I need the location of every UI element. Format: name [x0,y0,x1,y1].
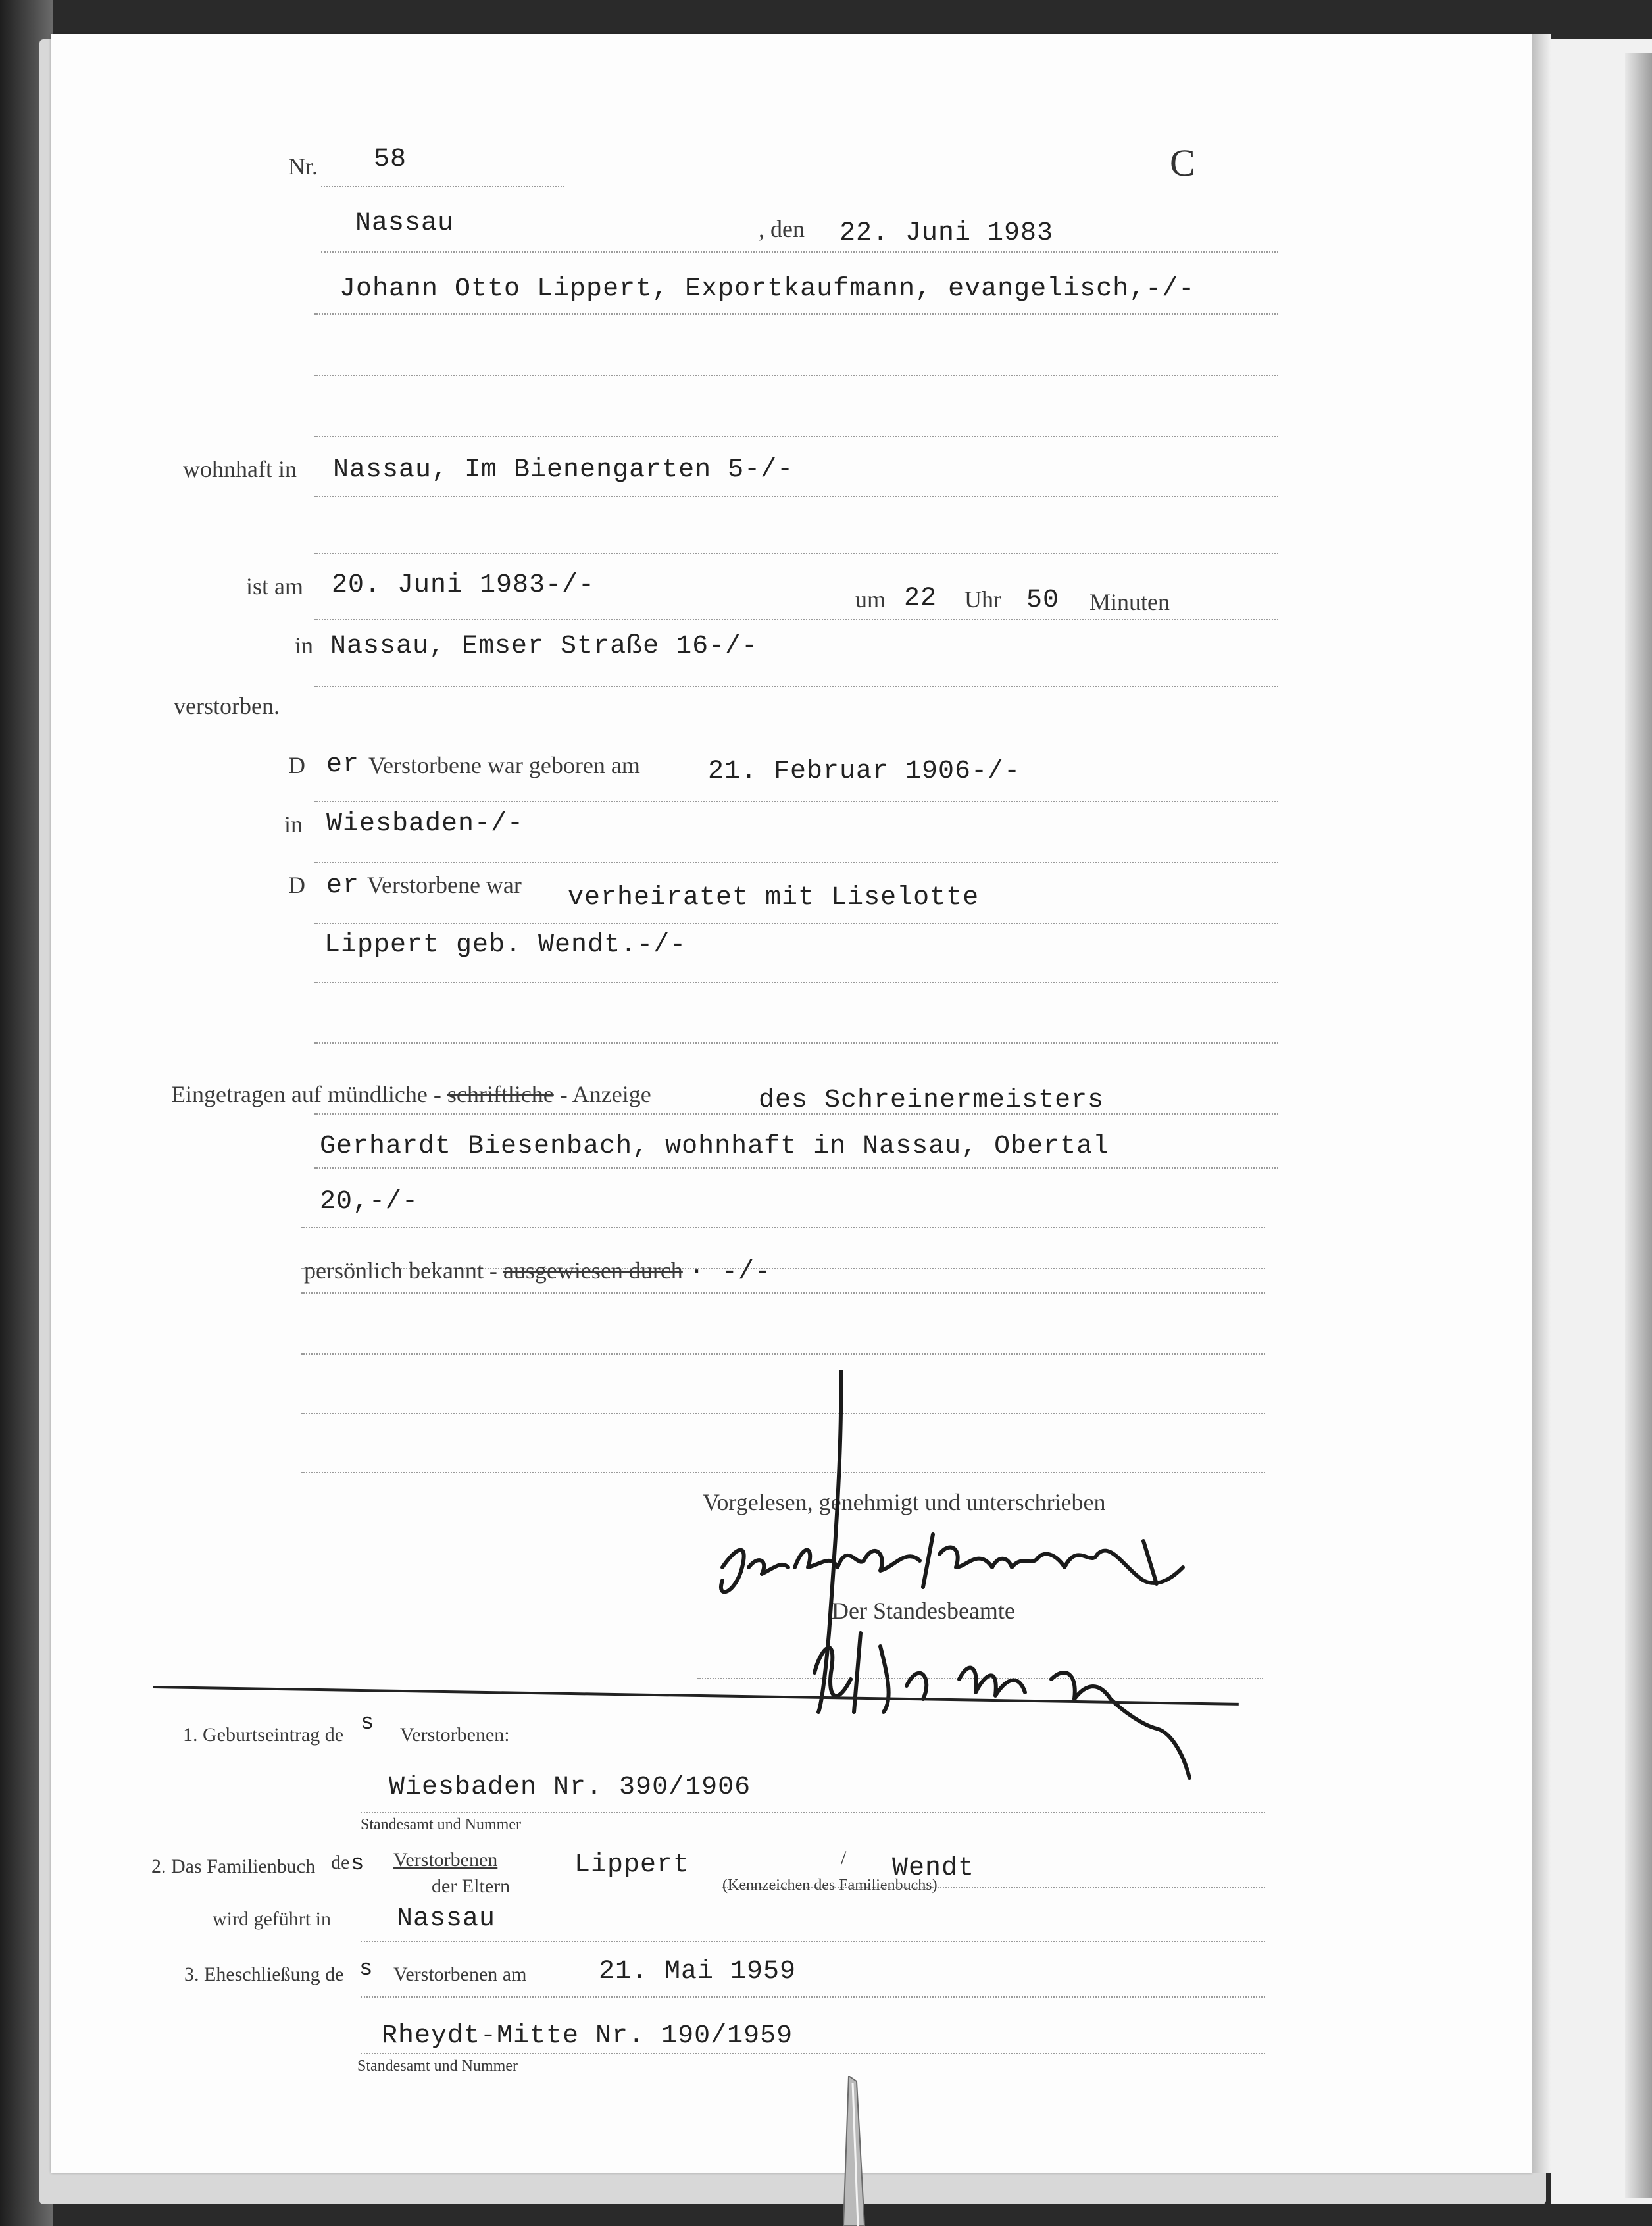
person-line [314,313,1278,315]
record-number: 58 [374,145,407,174]
registration-struck: schriftliche [447,1081,554,1107]
blank-line-3 [314,553,1278,554]
registration-prefix: Eingetragen auf mündliche - [171,1081,441,1107]
registration-rule-3 [301,1227,1265,1228]
facing-page-edge [1625,53,1652,2198]
birth-place-label: in [284,811,303,838]
registration-line-3: 20,-/- [320,1187,419,1217]
birth-date-line [314,801,1278,802]
note3-value: Rheydt-Mitte Nr. 190/1959 [382,2021,793,2051]
note2-des: de [331,1852,350,1873]
identification-struck: ausgewiesen durch [503,1257,683,1284]
page-gutter [1532,34,1551,2173]
marriage-line-2-rule [314,982,1278,983]
note1-value: Wiesbaden Nr. 390/1906 [389,1773,751,1802]
note1-caption: Standesamt und Nummer [361,1816,521,1833]
note2-option-deceased: Verstorbenen [393,1849,498,1871]
time-prefix: um [855,586,886,613]
note3-label: 3. Eheschließung de [184,1963,344,1985]
residence-value: Nassau, Im Bienengarten 5-/- [333,455,794,485]
note1-s: s [361,1711,375,1736]
marriage-label: Verstorbene war [367,872,522,898]
death-date-line [314,619,1278,620]
identification-prefix: persönlich bekannt - [304,1257,497,1284]
birth-er-typed: er [326,750,360,780]
note3-rule-2 [361,2053,1265,2054]
note3-date: 21. Mai 1959 [599,1957,797,1986]
note2-rule-2 [361,1941,1265,1942]
note2-slash: / [841,1847,847,1869]
marriage-line-2: Lippert geb. Wendt.-/- [324,930,687,960]
residence-line [314,496,1278,497]
death-date-label: ist am [246,573,303,599]
blank-line-4 [314,1042,1278,1044]
registration-rule-1 [314,1113,1278,1115]
registration-label [171,1080,651,1108]
record-place: Nassau [355,209,455,238]
section-letter: C [1170,141,1195,184]
registrar-label: Der Standesbeamte [832,1598,1015,1624]
note2-name-1: Lippert [574,1850,690,1880]
read-approved-label: Vorgelesen, genehmigt und unterschrieben [703,1489,1106,1515]
birth-place: Wiesbaden-/- [326,809,524,839]
note2-kept-label: wird geführt in [213,1908,331,1930]
minutes-label: Minuten [1089,589,1170,615]
birth-d-letter: D [288,752,305,778]
note2-name-2: Wendt [892,1854,975,1883]
death-minutes: 50 [1026,586,1060,615]
marriage-d-letter: D [288,872,305,898]
death-place-label: in [295,632,314,659]
death-date: 20. Juni 1983-/- [332,570,595,600]
blank-line-5 [301,1353,1265,1355]
date-label: , den [759,216,805,242]
place-date-line [321,251,1278,253]
note1-suffix: Verstorbenen: [400,1724,510,1746]
birth-place-line [314,862,1278,863]
marriage-line-1-rule [314,923,1278,924]
number-line [321,186,564,187]
registration-line-1: des Schreinermeisters [759,1086,1105,1115]
death-place-line [314,686,1278,687]
note2-caption: (Kennzeichen des Familienbuchs) [722,1877,938,1894]
note3-rule-1 [361,1996,1265,1998]
note2-label: 2. Das Familienbuch [151,1856,316,1877]
pen-pointer [830,2076,870,2226]
note3-suffix: Verstorbenen am [393,1963,527,1985]
registration-line-2: Gerhardt Biesenbach, wohnhaft in Nassau, Obertal [320,1132,1110,1161]
marriage-er-typed: er [326,871,360,901]
note2-s: s [351,1852,365,1877]
register-page [51,34,1532,2173]
note1-rule [361,1812,1265,1813]
registration-rule-2 [314,1167,1278,1169]
registration-suffix: - Anzeige [559,1081,651,1107]
blank-line-1 [314,375,1278,376]
note2-kept-value: Nassau [397,1904,496,1934]
death-hour: 22 [904,584,938,613]
note2-option-parents: der Eltern [432,1875,511,1897]
handwritten-signatures [696,1370,1288,1784]
marriage-line-1: verheiratet mit Liselotte [568,883,980,913]
birth-label: Verstorbene war geboren am [368,752,640,778]
death-place: Nassau, Emser Straße 16-/- [330,632,759,661]
note3-caption: Standesamt und Nummer [357,2058,518,2075]
identification-label [304,1257,771,1287]
identification-rule [301,1292,1265,1294]
record-date: 22. Juni 1983 [839,218,1054,248]
number-label: Nr. [288,153,318,180]
note3-s: s [359,1957,374,1982]
hour-label: Uhr [964,586,1001,613]
birth-date: 21. Februar 1906-/- [708,757,1021,786]
residence-label: wohnhaft in [183,456,297,482]
blank-line-2 [314,436,1278,437]
note1-label: 1. Geburtseintrag de [183,1724,344,1746]
deceased-person: Johann Otto Lippert, Exportkaufmann, evangelisch,-/- [339,274,1195,304]
identification-suffix: · -/- [688,1257,771,1287]
died-label: verstorben. [174,693,280,719]
